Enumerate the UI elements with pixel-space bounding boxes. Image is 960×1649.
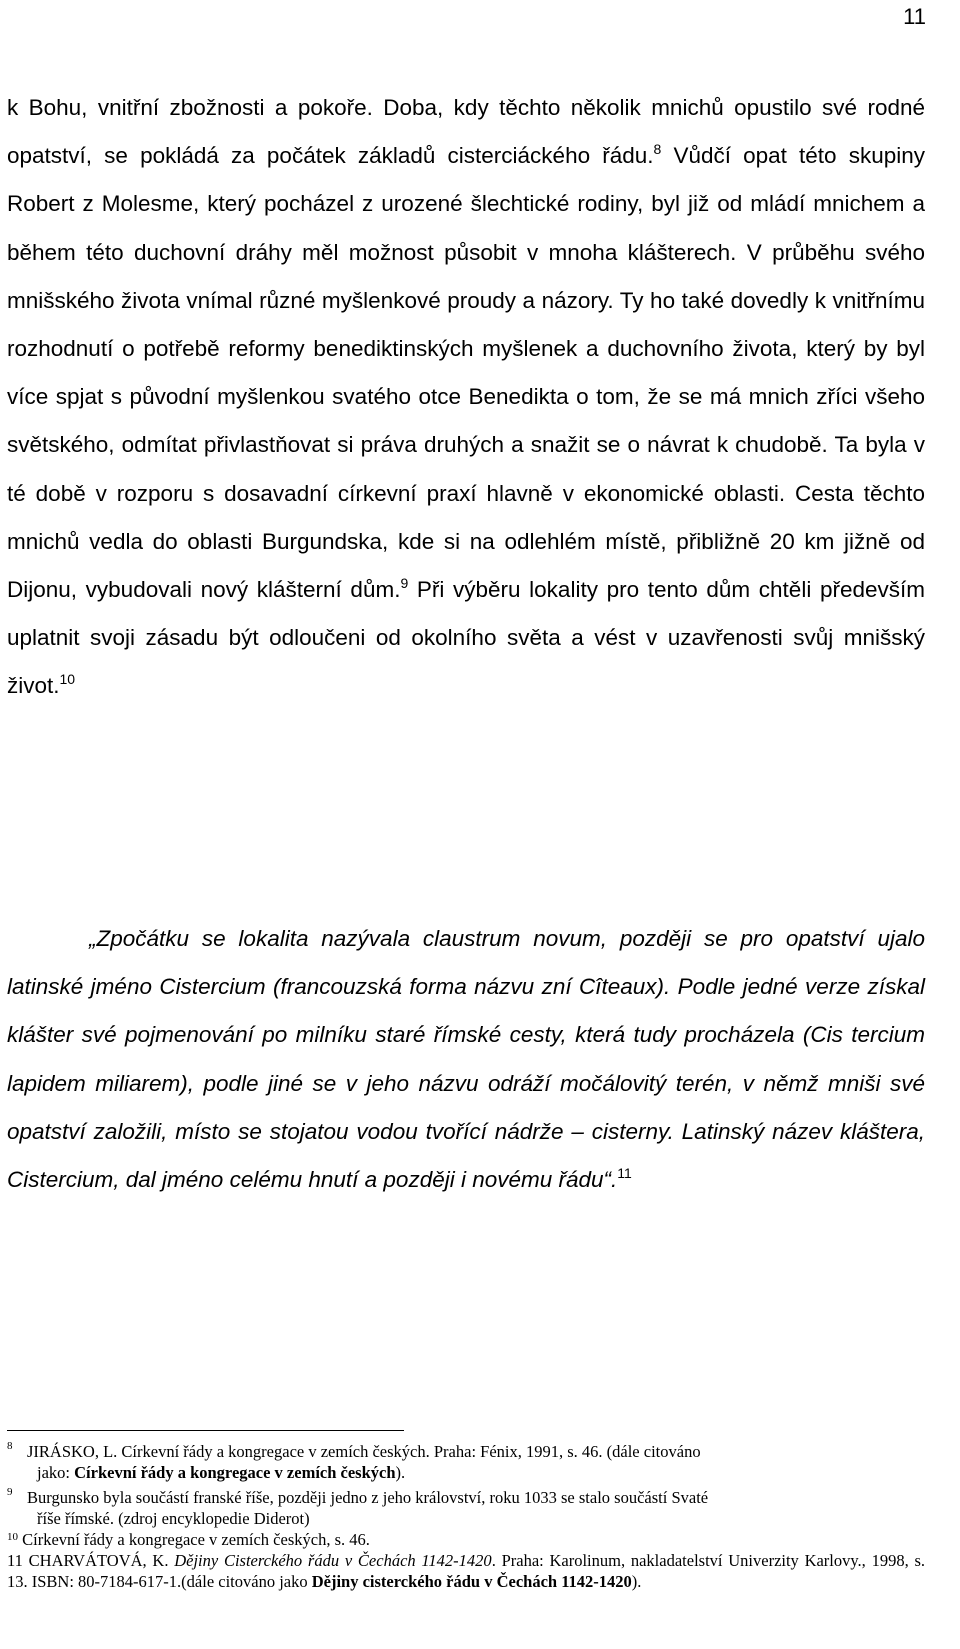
footnote-8-text: JIRÁSKO, L. Církevní řády a kongregace v zemích českých. Praha: Fénix, 1991, s. 46. (dále citováno	[27, 1442, 701, 1461]
main-paragraph	[7, 84, 925, 711]
paragraph-text-2: Vůdčí opat této skupiny Robert z Molesme, který pocházel z urozené šlechtické rodiny, byl již od mládí mnichem a během této duchovní dráhy měl možnost působit v mnoha klášterech. V průběhu svého mnišského života vnímal různé myšlenkové proudy a názory. Ty ho také dovedly k vnitřnímu rozhodnutí o potřebě reformy benediktinských myšlenek a duchovního života, který by byl více spjat s původní myšlenkou svatého otce Benedikta o tom, že se má mnich zříci všeho světského, odmítat přivlastňovat si práva druhých a snažit se o návrat k chudobě. Ta byla v té době v rozporu s dosavadní církevní praxí hlavně v ekonomické oblasti. Cesta těchto mnichů vedla do oblasti Burgundska, kde si na odlehlém místě, přibližně 20 km jižně od Dijonu, vybudovali nový klášterní dům.	[7, 143, 925, 603]
footnote-10-number: 10	[7, 1531, 18, 1543]
footnote-8-cited-title: Církevní řády a kongregace v zemích českých	[74, 1463, 396, 1482]
footnote-11-publisher: . Praha: Karolinum, nakladatelství Univerzity Karlovy., 1998, s. 13. ISBN: 80-7184-617-1.(dále citováno jako	[7, 1551, 925, 1591]
footnote-8-cont-suffix: ).	[395, 1463, 406, 1482]
footnote-9-number: 9	[7, 1486, 13, 1498]
footnote-9-continuation: říše římské. (zdroj encyklopedie Diderot)	[37, 1509, 310, 1528]
footnote-9-text: Burgunsko byla součástí franské říše, později jedno z jeho království, roku 1033 se stalo součástí Svaté	[27, 1488, 709, 1507]
footnote-ref-11[interactable]: 11	[617, 1165, 632, 1182]
paragraph-text-3: Při výběru lokality pro tento dům chtěli především uplatnit svoji zásadu být odloučeni od okolního světa a vést v uzavřenosti svůj mnišský život.	[7, 577, 925, 699]
footnote-10-text: Církevní řády a kongregace v zemích českých, s. 46.	[22, 1530, 370, 1549]
footnote-11-cited-title: Dějiny cisterckého řádu v Čechách 1142-1420	[311, 1572, 632, 1591]
quote-text: „Zpočátku se lokalita nazývala claustrum novum, později se pro opatství ujalo latinské jméno Cistercium (francouzská forma názvu zní Cîteaux). Podle jedné verze získal klášter své pojmenování po milníku staré římské cesty, která tudy procházela (Cis tercium lapidem miliarem), podle jiné se v jeho názvu odráží močálovitý terén, v němž mniši své opatství založili, místo se stojatou vodou tvořící nádrže – cisterny. Latinský název kláštera, Cistercium, dal jméno celému hnutí a později i novému řádu“.	[7, 926, 925, 1193]
footnote-separator	[7, 1430, 404, 1431]
footnote-8	[7, 1441, 925, 1483]
footnote-11-number: 11	[7, 1551, 23, 1570]
footnote-ref-9[interactable]: 9	[400, 575, 409, 592]
footnote-10	[7, 1529, 925, 1550]
footnote-11-title: Dějiny Cisterckého řádu v Čechách 1142-1420	[174, 1551, 492, 1570]
footnote-11-end: ).	[631, 1572, 642, 1591]
paragraph-text-1: k Bohu, vnitřní zbožnosti a pokoře. Doba, kdy těchto několik mnichů opustilo své rodné opatství, se pokládá za počátek základů cisterciáckého řádu.	[7, 95, 925, 169]
footnote-ref-10[interactable]: 10	[59, 671, 76, 688]
footnote-11-author: CHARVÁTOVÁ, K.	[22, 1551, 175, 1570]
quote-paragraph	[7, 915, 925, 1204]
footnote-8-cont-prefix: jako:	[37, 1463, 75, 1482]
footnote-8-continuation	[7, 1462, 925, 1483]
footnotes	[7, 1441, 925, 1592]
footnote-9	[7, 1487, 925, 1529]
footnote-ref-8[interactable]: 8	[653, 141, 662, 158]
page-number: 11	[903, 4, 926, 29]
footnote-11	[7, 1550, 925, 1592]
footnote-8-number: 8	[7, 1440, 13, 1452]
